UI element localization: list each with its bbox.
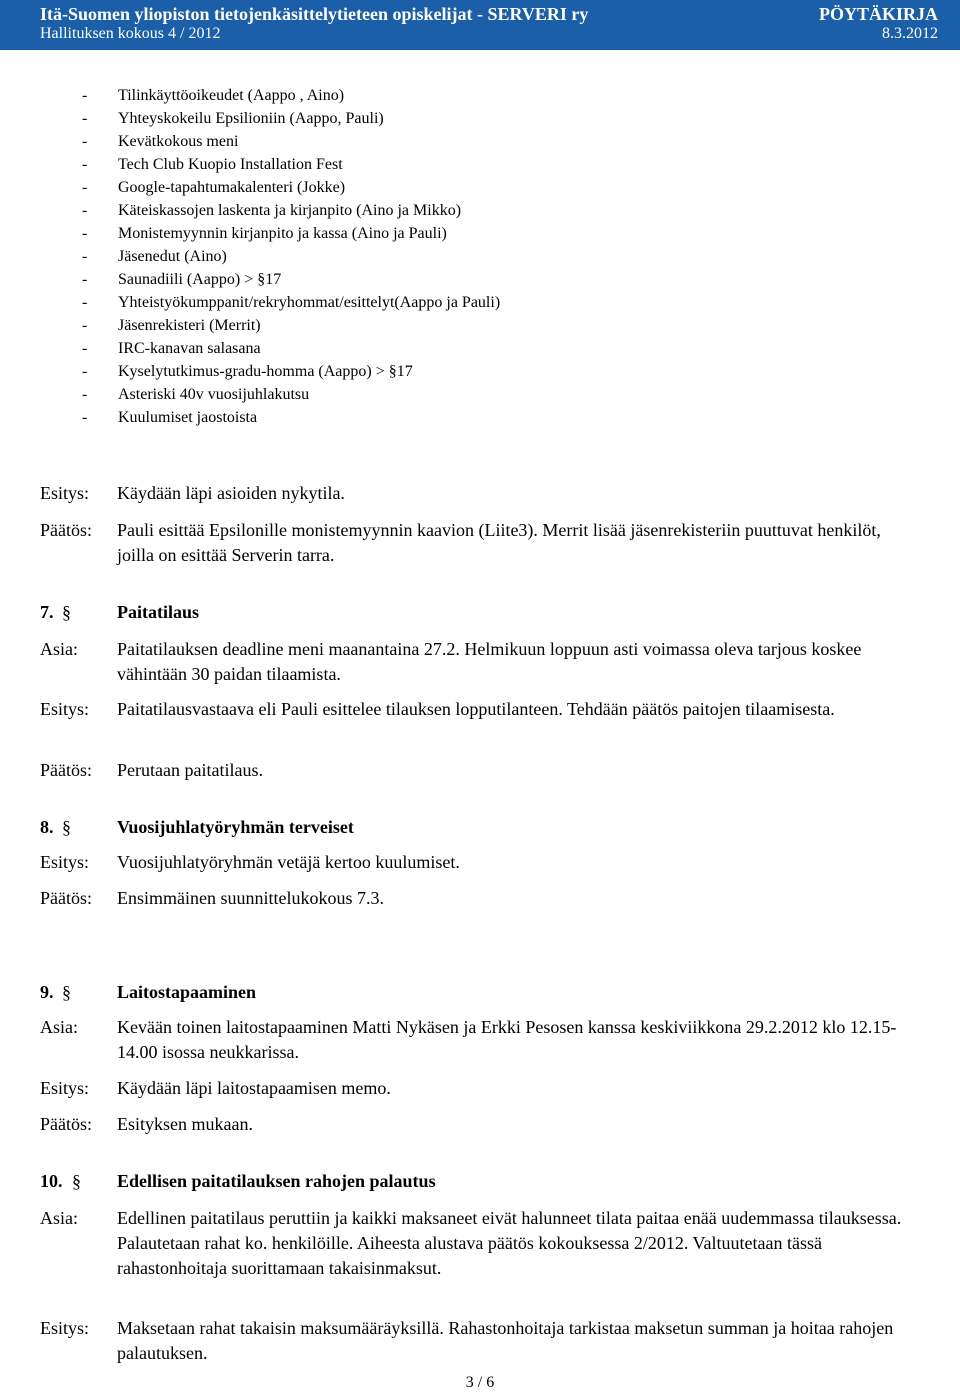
page-header — [0, 0, 960, 50]
bullet-dash: - — [82, 317, 88, 334]
bullet-dash: - — [82, 202, 88, 219]
agenda-item-text: Kuulumiset jaostoista — [118, 409, 258, 426]
section-title: Laitostapaaminen — [117, 982, 257, 1002]
agenda-item-text: Tech Club Kuopio Installation Fest — [118, 156, 343, 173]
section-7-esitys-text: Paitatilausvastaava eli Pauli esittelee tilauksen lopputilanteen. Tehdään päätös paitojen tilaamisesta. — [117, 699, 835, 719]
agenda-item — [82, 383, 500, 406]
section-title: Paitatilaus — [117, 602, 200, 622]
esitys-label: Esitys: — [40, 699, 90, 719]
agenda-item-text: Google-tapahtumakalenteri (Jokke) — [118, 179, 346, 196]
section-title: Edellisen paitatilauksen rahojen palautus — [117, 1171, 436, 1191]
section-9-esitys-text: Käydään läpi laitostapaamisen memo. — [117, 1078, 391, 1098]
esitys-label: Esitys: — [40, 1318, 90, 1338]
paatos-label: Päätös: — [40, 760, 92, 780]
agenda-item-text: Yhteistyökumppanit/rekryhommat/esittelyt(Aappo ja Pauli) — [118, 294, 501, 311]
asia-label: Asia: — [40, 1017, 78, 1037]
agenda-item-text: Jäsenedut (Aino) — [118, 248, 227, 265]
section-7-asia-text: Paitatilauksen deadline meni maanantaina 27.2. Helmikuun loppuun asti voimassa oleva tarjous koskee vähintään 30 paidan tilaamista. — [117, 639, 862, 684]
agenda-item — [82, 268, 500, 291]
agenda-item-text: IRC-kanavan salasana — [118, 340, 261, 357]
agenda-item — [82, 176, 500, 199]
agenda-item-text: Kevätkokous meni — [118, 133, 239, 150]
esitys-label: Esitys: — [40, 852, 90, 872]
asia-label: Asia: — [40, 639, 78, 659]
agenda-item-text: Saunadiili (Aappo) > §17 — [118, 271, 282, 288]
agenda-item-text: Kyselytutkimus-gradu-homma (Aappo) > §17 — [118, 363, 413, 380]
bullet-dash: - — [82, 179, 88, 196]
paatos-label: Päätös: — [40, 888, 92, 908]
agenda-item — [82, 199, 500, 222]
organization-name: Itä-Suomen yliopiston tietojenkäsittelytieteen opiskelijat - SERVERI ry — [40, 4, 589, 24]
section-number: 8. — [40, 817, 54, 837]
asia-label: Asia: — [40, 1208, 78, 1228]
bullet-dash: - — [82, 363, 88, 380]
agenda-list — [82, 84, 500, 429]
section-sign-icon: § — [62, 817, 71, 837]
agenda-item — [82, 107, 500, 130]
agenda-item — [82, 130, 500, 153]
bullet-dash: - — [82, 271, 88, 288]
bullet-dash: - — [82, 110, 88, 127]
section-9-asia-text: Kevään toinen laitostapaaminen Matti Nykäsen ja Erkki Pesosen kanssa keskiviikkona 29.2.2012 klo 12.15-14.00 isossa neukkarissa. — [117, 1017, 897, 1062]
agenda-item — [82, 314, 500, 337]
agenda-item-text: Tilinkäyttöoikeudet (Aappo , Aino) — [118, 87, 345, 104]
section-10-esitys-text: Maksetaan rahat takaisin maksumääräyksillä. Rahastonhoitaja tarkistaa maksetun summan ja hoitaa rahojen palautuksen. — [117, 1318, 894, 1363]
section-10-asia-text: Edellinen paitatilaus peruttiin ja kaikki maksaneet eivät halunneet tilata paitaa enää uudemmassa tilauksessa. Palautetaan rahat ko. henkilöille. Aiheesta alustava päätös kokouksessa 2/2012. Valtuutetaan tässä rahastonhoitaja suorittamaan takaisinmaksut. — [117, 1208, 902, 1278]
bullet-dash: - — [82, 294, 88, 311]
page-number: 3 / 6 — [465, 1374, 495, 1391]
agenda-item-text: Yhteyskokeilu Epsilioniin (Aappo, Pauli) — [118, 110, 384, 127]
bullet-dash: - — [82, 386, 88, 403]
section-sign-icon: § — [62, 602, 71, 622]
meeting-date: 8.3.2012 — [882, 25, 938, 42]
bullet-dash: - — [82, 133, 88, 150]
agenda-item — [82, 291, 500, 314]
paatos-label: Päätös: — [40, 1114, 92, 1134]
agenda-item — [82, 360, 500, 383]
bullet-dash: - — [82, 248, 88, 265]
document-type: PÖYTÄKIRJA — [818, 4, 938, 24]
section-8-esitys-text: Vuosijuhlatyöryhmän vetäjä kertoo kuulumiset. — [117, 852, 460, 872]
section-number: 7. — [40, 602, 54, 622]
section-title: Vuosijuhlatyöryhmän terveiset — [117, 817, 354, 837]
section-number: 9. — [40, 982, 54, 1002]
bullet-dash: - — [82, 87, 88, 104]
esitys-label: Esitys: — [40, 483, 90, 503]
agenda-item — [82, 406, 500, 429]
esitys-label: Esitys: — [40, 1078, 90, 1098]
agenda-item — [82, 245, 500, 268]
agenda-item-text: Käteiskassojen laskenta ja kirjanpito (Aino ja Mikko) — [118, 202, 462, 219]
agenda-item-text: Jäsenrekisteri (Merrit) — [118, 317, 261, 334]
bullet-dash: - — [82, 156, 88, 173]
agenda-item — [82, 153, 500, 176]
section-sign-icon: § — [62, 982, 71, 1002]
intro-paatos-text: Pauli esittää Epsilonille monistemyynnin kaavion (Liite3). Merrit lisää jäsenrekisteriin puuttuvat henkilöt, joilla on esittää Serverin tarra. — [117, 520, 881, 565]
intro-esitys-text: Käydään läpi asioiden nykytila. — [117, 483, 345, 503]
section-9-paatos-text: Esityksen mukaan. — [117, 1114, 253, 1134]
section-sign-icon: § — [72, 1171, 81, 1191]
agenda-item — [82, 337, 500, 360]
section-7-paatos-text: Perutaan paitatilaus. — [117, 760, 263, 780]
section-8-paatos-text: Ensimmäinen suunnittelukokous 7.3. — [117, 888, 384, 908]
section-number: 10. — [40, 1171, 63, 1191]
agenda-item — [82, 222, 500, 245]
agenda-item-text: Monistemyynnin kirjanpito ja kassa (Aino ja Pauli) — [118, 225, 447, 242]
meeting-title: Hallituksen kokous 4 / 2012 — [40, 25, 221, 42]
bullet-dash: - — [82, 225, 88, 242]
bullet-dash: - — [82, 409, 88, 426]
bullet-dash: - — [82, 340, 88, 357]
agenda-item-text: Asteriski 40v vuosijuhlakutsu — [118, 386, 310, 403]
agenda-item — [82, 84, 500, 107]
paatos-label: Päätös: — [40, 520, 92, 540]
